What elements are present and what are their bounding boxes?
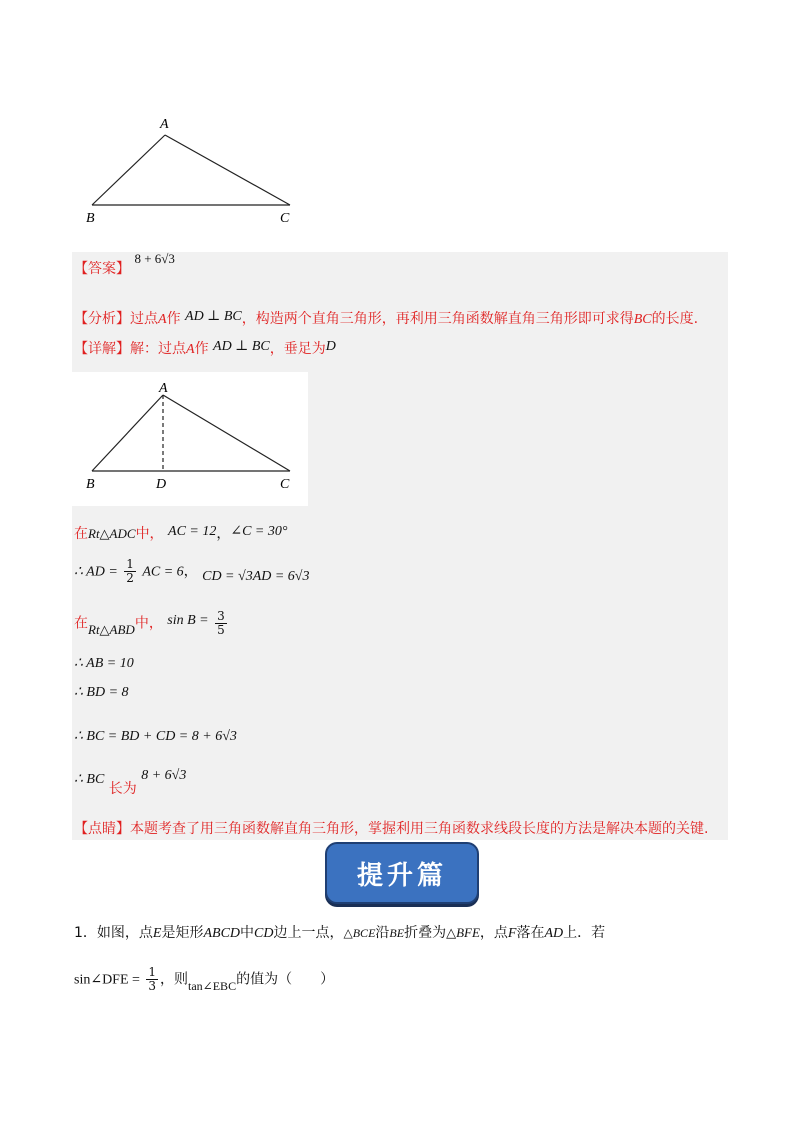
analysis-tag: 【分析】 [74,311,130,327]
prob-i: 上．若 [563,925,606,941]
prob-h: 落在 [516,925,545,941]
prob-g: ，点 [479,925,508,941]
prob-e: E [152,926,162,941]
prob-e-text: 沿 [375,925,390,941]
problem-line-2 [74,966,334,993]
detail-line [74,338,336,358]
analysis-text-a: 过点 [130,311,158,327]
step-1 [74,523,287,543]
triangle-figure-2 [80,380,305,500]
step1-given2: ∠C = 30° [230,524,288,539]
prob-sin: sin∠DFE = [74,972,140,988]
step-6: ∴ BC = BD + CD = 8 + 6√3 [74,729,237,744]
side-ac [165,135,290,205]
step1-zhong: 中， [135,526,164,542]
detail-perp: AD ⊥ BC [213,339,270,354]
side-ab-2 [92,395,163,471]
side-ab [92,135,165,205]
answer-line [74,251,175,278]
prob-a: 1．如图，点 [74,925,153,941]
fraction-half [124,558,136,585]
label-a: A [160,117,169,132]
analysis-text-c: ，构造两个直角三角形，再利用三角函数解直角三角形即可求得 [241,311,634,327]
step3-zhong: 中， [134,615,163,632]
answer-value: 8 + 6√3 [134,251,175,266]
step2-cd: CD = √3AD = 6√3 [202,568,310,584]
step-3 [74,610,229,637]
comment-text: 本题考查了用三角函数解直角三角形，掌握利用三角函数求线段长度的方法是解决本题的关键. [130,821,709,837]
prob-b: 是矩形 [161,925,204,941]
comment-tag: 【点睛】 [74,821,130,837]
prob-tri1: △BCE [343,926,376,940]
step-7 [74,768,187,797]
side-ac-2 [163,395,290,471]
step3-zai: 在 [74,615,88,632]
step2-sep: ， [183,563,198,580]
triangle-figure-1 [80,110,310,230]
step1-sep: ， [216,526,231,542]
label-c-2: C [280,477,290,492]
prob-line2-b: 的值为（ ） [236,971,335,988]
problem-line-1 [74,922,605,942]
step7-pre: ∴ BC [74,772,105,787]
detail-text-a: 解：过点 [130,341,186,357]
label-c: C [280,211,290,226]
analysis-line [74,308,698,328]
prob-rect: ABCD [203,926,241,941]
step2-pre: ∴ AD = [74,564,118,580]
prob-c: 中 [240,925,255,941]
frac3-den: 3 [148,979,157,993]
step-4: ∴ AB = 10 [74,656,134,671]
frac3-num: 1 [148,965,157,979]
prob-be: BE [389,926,405,940]
step3-sin: sin B = [167,612,209,628]
detail-text-b: 作 [194,341,209,357]
frac2-den: 5 [217,623,225,637]
step3-tri: Rt△ABD [88,621,135,637]
fraction-three-fifths [215,610,227,637]
step7-val: 8 + 6√3 [141,768,187,783]
prob-tri2: △BFE [446,925,480,940]
prob-fpt: F [507,926,517,941]
analysis-text-b: 作 [166,311,181,327]
label-d-2: D [156,477,167,492]
prob-d: 边上一点， [273,925,344,941]
section-title-banner: 提升篇 [325,842,479,904]
step2-post: AC = 6 [142,564,184,580]
analysis-seg: BC [633,312,652,327]
step-2 [74,558,309,585]
analysis-text-d: 的长度. [651,311,699,327]
frac-den: 2 [126,571,134,585]
detail-point: A [186,342,195,357]
analysis-perp: AD ⊥ BC [185,309,242,324]
prob-tan: tan∠EBC [188,978,237,993]
prob-cd: CD [254,926,274,941]
label-a-2: A [159,381,168,396]
label-b-2: B [86,477,95,492]
analysis-point: A [158,312,167,327]
frac2-num: 3 [217,609,225,623]
comment-line [74,818,708,838]
step7-mid: 长为 [108,781,137,797]
step1-zai: 在 [74,526,88,542]
label-b: B [86,211,95,226]
prob-f: 折叠为 [404,925,447,941]
step-5: ∴ BD = 8 [74,685,129,700]
frac-num: 1 [126,557,134,571]
prob-ad: AD [544,926,564,941]
step1-given1: AC = 12 [168,524,217,539]
fraction-one-third [146,966,158,993]
answer-tag: 【答案】 [74,261,130,277]
prob-line2-a: ，则 [160,971,189,988]
step1-tri: Rt△ADC [88,526,136,541]
detail-text-c: ，垂足为 [269,341,326,357]
detail-foot: D [325,339,336,354]
detail-tag: 【详解】 [74,341,130,357]
